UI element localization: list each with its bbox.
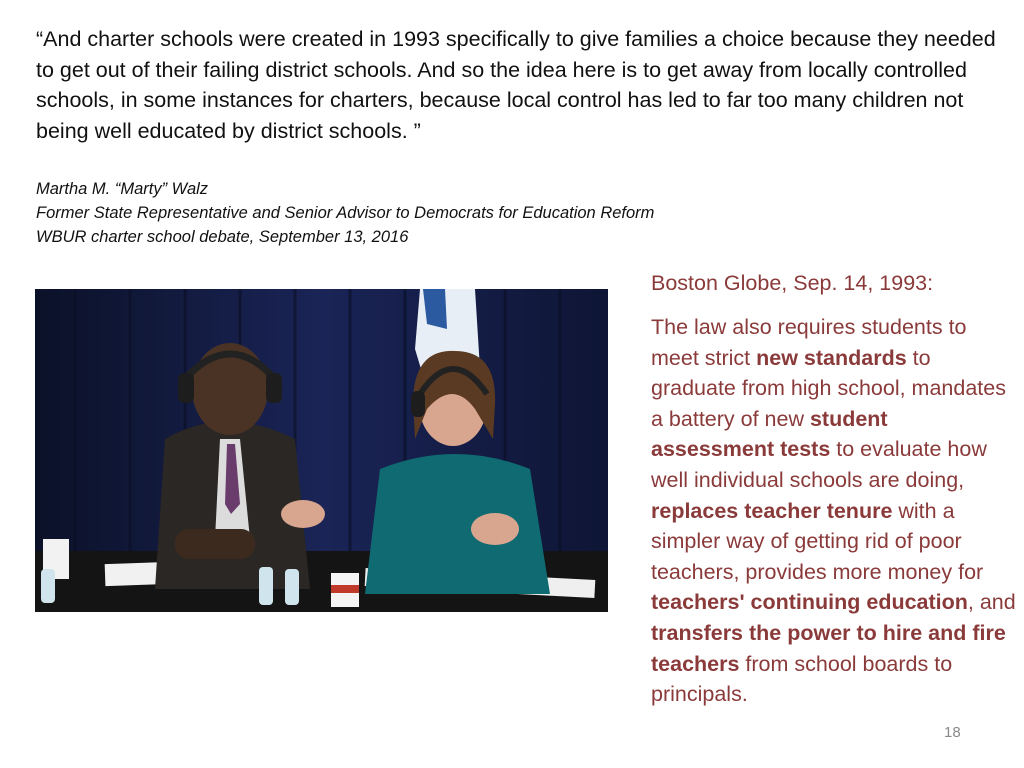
excerpt-segment: to evaluate how well individual schools are doing, xyxy=(651,437,987,492)
excerpt-segment: from school boards to principals. xyxy=(651,651,953,707)
event-citation: WBUR charter school debate, September 13, 2016 xyxy=(36,228,409,246)
quote-text: “And charter schools were created in 1993 specifically to give families a choice because they needed to get out of their failing district schools. And so the idea here is to get away from locally controlled schools, in some instances for charters, because local control has led to far too many children not being well educated by district schools. ” xyxy=(36,27,996,143)
excerpt-segment: to graduate from high school, mandates a battery of new xyxy=(651,345,1006,431)
speaker-role: Former State Representative and Senior Advisor to Democrats for Education Reform xyxy=(36,204,655,222)
excerpt-highlight: transfers the power to hire and fire teachers xyxy=(651,620,1006,676)
excerpt-segment: The law also requires students to meet strict xyxy=(651,315,967,370)
excerpt-highlight: student assessment tests xyxy=(651,406,888,462)
excerpt-segment: , and xyxy=(967,590,1016,615)
excerpt-segment: with a simpler way of getting rid of poor teachers, provides more money for xyxy=(651,498,984,584)
excerpt-text xyxy=(651,312,1016,710)
speaker-name: Martha M. “Marty” Walz xyxy=(36,180,209,198)
source-citation: Boston Globe, Sep. 14, 1993: xyxy=(651,271,934,295)
attribution xyxy=(36,177,936,249)
excerpt-highlight: new standards xyxy=(756,345,907,370)
debate-photo xyxy=(35,289,608,612)
newspaper-excerpt-panel xyxy=(651,268,1016,710)
excerpt-highlight: replaces teacher tenure xyxy=(651,498,893,523)
excerpt-highlight: teachers' continuing education xyxy=(651,590,968,615)
page-number: 18 xyxy=(944,724,961,741)
